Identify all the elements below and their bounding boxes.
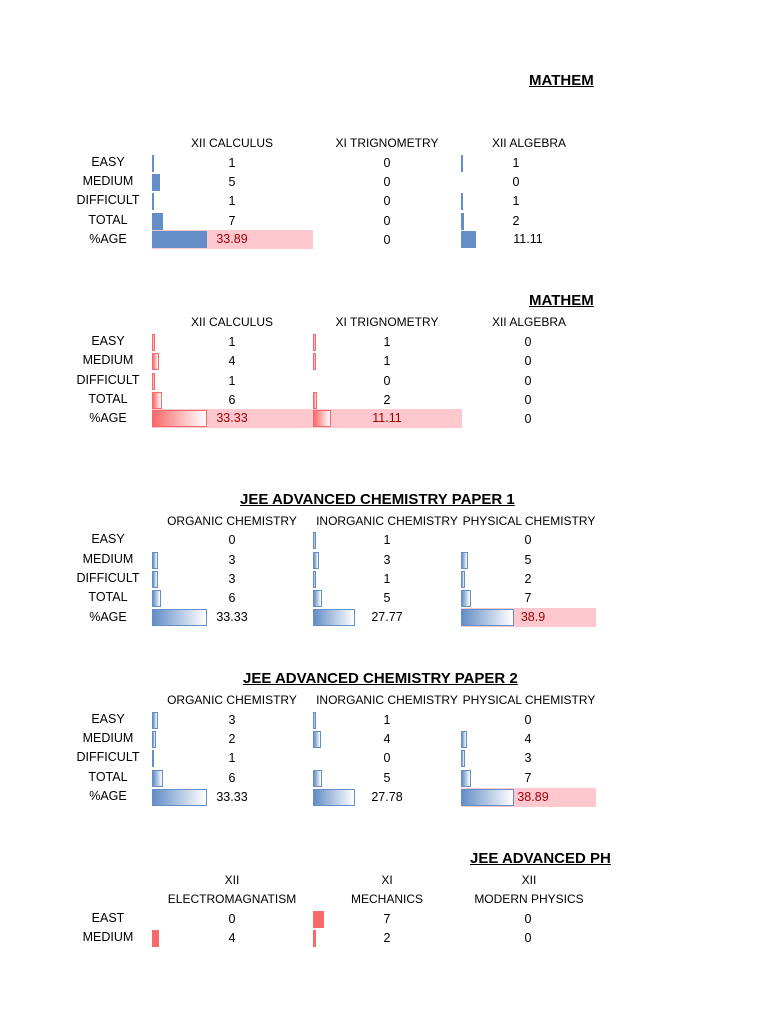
section-3-row-label: %AGE bbox=[89, 610, 127, 624]
data-cell bbox=[152, 788, 302, 807]
data-cell bbox=[152, 730, 302, 749]
data-cell bbox=[152, 711, 302, 730]
cell-value: 27.78 bbox=[371, 790, 403, 804]
section-4-col-header: INORGANIC CHEMISTRY bbox=[316, 693, 458, 707]
section-3-row-label: TOTAL bbox=[88, 590, 128, 604]
cell-value: 3 bbox=[228, 553, 236, 567]
cell-value: 27.77 bbox=[371, 610, 403, 624]
data-cell bbox=[152, 154, 302, 173]
cell-value: 3 bbox=[228, 572, 236, 586]
cell-value: 1 bbox=[383, 354, 391, 368]
cell-value: 1 bbox=[228, 335, 236, 349]
cell-value: 6 bbox=[228, 393, 236, 407]
section-2-title: MATHEM bbox=[529, 292, 594, 309]
cell-value: 11.11 bbox=[513, 232, 543, 246]
section-4-row-label: EASY bbox=[91, 712, 125, 726]
section-2-col-header: XII CALCULUS bbox=[190, 315, 274, 329]
data-cell bbox=[461, 192, 611, 211]
cell-value: 1 bbox=[228, 194, 236, 208]
data-cell bbox=[152, 391, 302, 410]
cell-value: 33.33 bbox=[216, 411, 248, 425]
cell-value: 2 bbox=[524, 572, 532, 586]
section-2-row-label: %AGE bbox=[89, 411, 127, 425]
cell-value: 0 bbox=[228, 912, 236, 926]
section-1-row-label: %AGE bbox=[89, 232, 127, 246]
cell-value: 4 bbox=[383, 732, 391, 746]
section-2-row-label: MEDIUM bbox=[82, 353, 134, 367]
section-5-col-header: MECHANICS bbox=[350, 892, 423, 906]
section-5-title: JEE ADVANCED PH bbox=[470, 850, 611, 867]
data-cell bbox=[152, 551, 302, 570]
data-cell bbox=[461, 154, 611, 173]
data-cell bbox=[313, 730, 463, 749]
cell-value: 5 bbox=[524, 553, 532, 567]
section-3-col-header: INORGANIC CHEMISTRY bbox=[316, 514, 458, 528]
section-1-col-header: XII ALGEBRA bbox=[491, 136, 567, 150]
cell-value: 4 bbox=[228, 931, 236, 945]
cell-value: 0 bbox=[383, 374, 391, 388]
cell-value: 0 bbox=[383, 175, 391, 189]
data-cell bbox=[313, 551, 463, 570]
cell-value: 0 bbox=[524, 335, 532, 349]
section-2-title-clip bbox=[529, 292, 596, 314]
data-cell bbox=[461, 788, 611, 807]
section-2-row-label: EASY bbox=[91, 334, 125, 348]
cell-value: 2 bbox=[228, 732, 236, 746]
data-cell bbox=[461, 910, 611, 929]
section-3-row-label: MEDIUM bbox=[82, 552, 134, 566]
cell-value: 33.33 bbox=[216, 790, 248, 804]
cell-value: 0 bbox=[524, 393, 532, 407]
cell-value: 0 bbox=[524, 912, 532, 926]
cell-value: 5 bbox=[228, 175, 236, 189]
data-cell bbox=[461, 608, 611, 627]
data-cell bbox=[152, 230, 302, 249]
cell-value: 1 bbox=[383, 572, 391, 586]
data-cell bbox=[152, 352, 302, 371]
cell-value: 7 bbox=[524, 771, 532, 785]
section-4-row-label: DIFFICULT bbox=[76, 750, 140, 764]
cell-value: 3 bbox=[228, 713, 236, 727]
cell-value: 0 bbox=[383, 751, 391, 765]
data-cell bbox=[461, 173, 611, 192]
cell-value: 1 bbox=[512, 156, 520, 170]
section-5-col-header: ELECTROMAGNATISM bbox=[167, 892, 297, 906]
data-cell bbox=[152, 589, 302, 608]
section-5-col-header: MODERN PHYSICS bbox=[474, 892, 584, 906]
cell-value: 3 bbox=[383, 553, 391, 567]
data-cell bbox=[313, 372, 463, 391]
cell-value: 5 bbox=[383, 591, 391, 605]
section-1-row-label: TOTAL bbox=[88, 213, 128, 227]
section-5-row-label: MEDIUM bbox=[82, 930, 134, 944]
cell-value: 1 bbox=[383, 335, 391, 349]
cell-value: 3 bbox=[524, 751, 532, 765]
cell-value: 38.9 bbox=[520, 610, 546, 624]
cell-value: 33.33 bbox=[216, 610, 248, 624]
cell-value: 33.89 bbox=[216, 232, 248, 246]
data-cell bbox=[152, 173, 302, 192]
section-5-row-label: EAST bbox=[91, 911, 125, 925]
cell-value: 1 bbox=[383, 533, 391, 547]
data-cell bbox=[313, 608, 463, 627]
data-cell bbox=[313, 929, 463, 948]
section-2-col-header: XII ALGEBRA bbox=[491, 315, 567, 329]
cell-value: 38.89 bbox=[517, 790, 549, 804]
cell-value: 0 bbox=[524, 533, 532, 547]
data-cell bbox=[461, 372, 611, 391]
cell-value: 4 bbox=[228, 354, 236, 368]
data-cell bbox=[307, 173, 457, 192]
data-cell bbox=[313, 391, 463, 410]
cell-value: 0 bbox=[524, 374, 532, 388]
data-cell bbox=[152, 531, 302, 550]
cell-value: 0 bbox=[383, 233, 391, 247]
data-cell bbox=[313, 910, 463, 929]
data-cell bbox=[461, 230, 611, 249]
cell-value: 2 bbox=[383, 931, 391, 945]
cell-value: 7 bbox=[524, 591, 532, 605]
section-4-row-label: %AGE bbox=[89, 789, 127, 803]
section-1-row-label: EASY bbox=[91, 155, 125, 169]
section-1-title-clip bbox=[529, 72, 596, 94]
cell-value: 7 bbox=[383, 912, 391, 926]
data-cell bbox=[313, 749, 463, 768]
data-cell bbox=[461, 730, 611, 749]
section-1-row-label: MEDIUM bbox=[82, 174, 134, 188]
data-cell bbox=[307, 231, 457, 250]
section-1-title: MATHEM bbox=[529, 72, 594, 89]
data-cell bbox=[152, 749, 302, 768]
section-2-row-label: TOTAL bbox=[88, 392, 128, 406]
section-4-col-header: PHYSICAL CHEMISTRY bbox=[462, 693, 596, 707]
section-1-col-header: XII CALCULUS bbox=[190, 136, 274, 150]
data-cell bbox=[461, 749, 611, 768]
data-cell bbox=[313, 531, 463, 550]
data-cell bbox=[461, 410, 611, 429]
cell-value: 1 bbox=[228, 156, 236, 170]
cell-value: 0 bbox=[383, 156, 391, 170]
section-3-row-label: EASY bbox=[91, 532, 125, 546]
section-2-row-label: DIFFICULT bbox=[76, 373, 140, 387]
data-cell bbox=[313, 769, 463, 788]
data-cell bbox=[461, 570, 611, 589]
data-cell bbox=[152, 192, 302, 211]
data-cell bbox=[461, 929, 611, 948]
data-cell bbox=[461, 391, 611, 410]
data-cell bbox=[313, 711, 463, 730]
section-4-row-label: MEDIUM bbox=[82, 731, 134, 745]
data-cell bbox=[313, 352, 463, 371]
cell-value: 0 bbox=[524, 931, 532, 945]
cell-value: 5 bbox=[383, 771, 391, 785]
cell-value: 0 bbox=[228, 533, 236, 547]
section-4-col-header: ORGANIC CHEMISTRY bbox=[167, 693, 297, 707]
section-3-row-label: DIFFICULT bbox=[76, 571, 140, 585]
cell-value: 0 bbox=[383, 194, 391, 208]
data-cell bbox=[461, 769, 611, 788]
data-cell bbox=[461, 551, 611, 570]
data-cell bbox=[313, 589, 463, 608]
data-cell bbox=[152, 929, 302, 948]
data-cell bbox=[461, 711, 611, 730]
cell-value: 6 bbox=[228, 771, 236, 785]
cell-value: 0 bbox=[383, 214, 391, 228]
section-5-title-clip bbox=[470, 850, 611, 872]
data-cell bbox=[313, 409, 463, 428]
data-cell bbox=[152, 212, 302, 231]
cell-value: 0 bbox=[524, 713, 532, 727]
cell-value: 1 bbox=[228, 374, 236, 388]
section-2-col-header: XI TRIGNOMETRY bbox=[335, 315, 439, 329]
cell-value: 7 bbox=[228, 214, 236, 228]
data-cell bbox=[461, 333, 611, 352]
data-cell bbox=[461, 212, 611, 231]
data-cell bbox=[313, 788, 463, 807]
section-5-col-header-line1: XII bbox=[224, 873, 240, 887]
section-4-row-label: TOTAL bbox=[88, 770, 128, 784]
section-3-col-header: PHYSICAL CHEMISTRY bbox=[462, 514, 596, 528]
data-cell bbox=[152, 570, 302, 589]
section-5-col-header-line1: XII bbox=[521, 873, 537, 887]
data-cell bbox=[152, 333, 302, 352]
cell-value: 2 bbox=[383, 393, 391, 407]
data-cell bbox=[152, 608, 302, 627]
data-cell bbox=[307, 154, 457, 173]
section-3-title: JEE ADVANCED CHEMISTRY PAPER 1 bbox=[240, 491, 515, 508]
cell-value: 4 bbox=[524, 732, 532, 746]
data-cell bbox=[461, 589, 611, 608]
section-1-row-label: DIFFICULT bbox=[76, 193, 140, 207]
data-cell bbox=[461, 531, 611, 550]
data-cell bbox=[307, 212, 457, 231]
cell-value: 1 bbox=[383, 713, 391, 727]
cell-value: 1 bbox=[512, 194, 520, 208]
data-cell bbox=[313, 570, 463, 589]
cell-value: 0 bbox=[524, 354, 532, 368]
data-cell bbox=[313, 333, 463, 352]
data-cell bbox=[152, 910, 302, 929]
section-4-title: JEE ADVANCED CHEMISTRY PAPER 2 bbox=[243, 670, 518, 687]
data-cell bbox=[152, 372, 302, 391]
cell-value: 6 bbox=[228, 591, 236, 605]
cell-value: 0 bbox=[524, 412, 532, 426]
section-1-col-header: XI TRIGNOMETRY bbox=[335, 136, 439, 150]
cell-value: 2 bbox=[512, 214, 520, 228]
cell-value: 1 bbox=[228, 751, 236, 765]
cell-value: 0 bbox=[512, 175, 520, 189]
data-cell bbox=[152, 769, 302, 788]
section-3-col-header: ORGANIC CHEMISTRY bbox=[167, 514, 297, 528]
section-5-col-header-line1: XI bbox=[381, 873, 393, 887]
cell-value: 11.11 bbox=[372, 411, 402, 425]
data-cell bbox=[152, 409, 302, 428]
data-cell bbox=[461, 352, 611, 371]
data-cell bbox=[307, 192, 457, 211]
